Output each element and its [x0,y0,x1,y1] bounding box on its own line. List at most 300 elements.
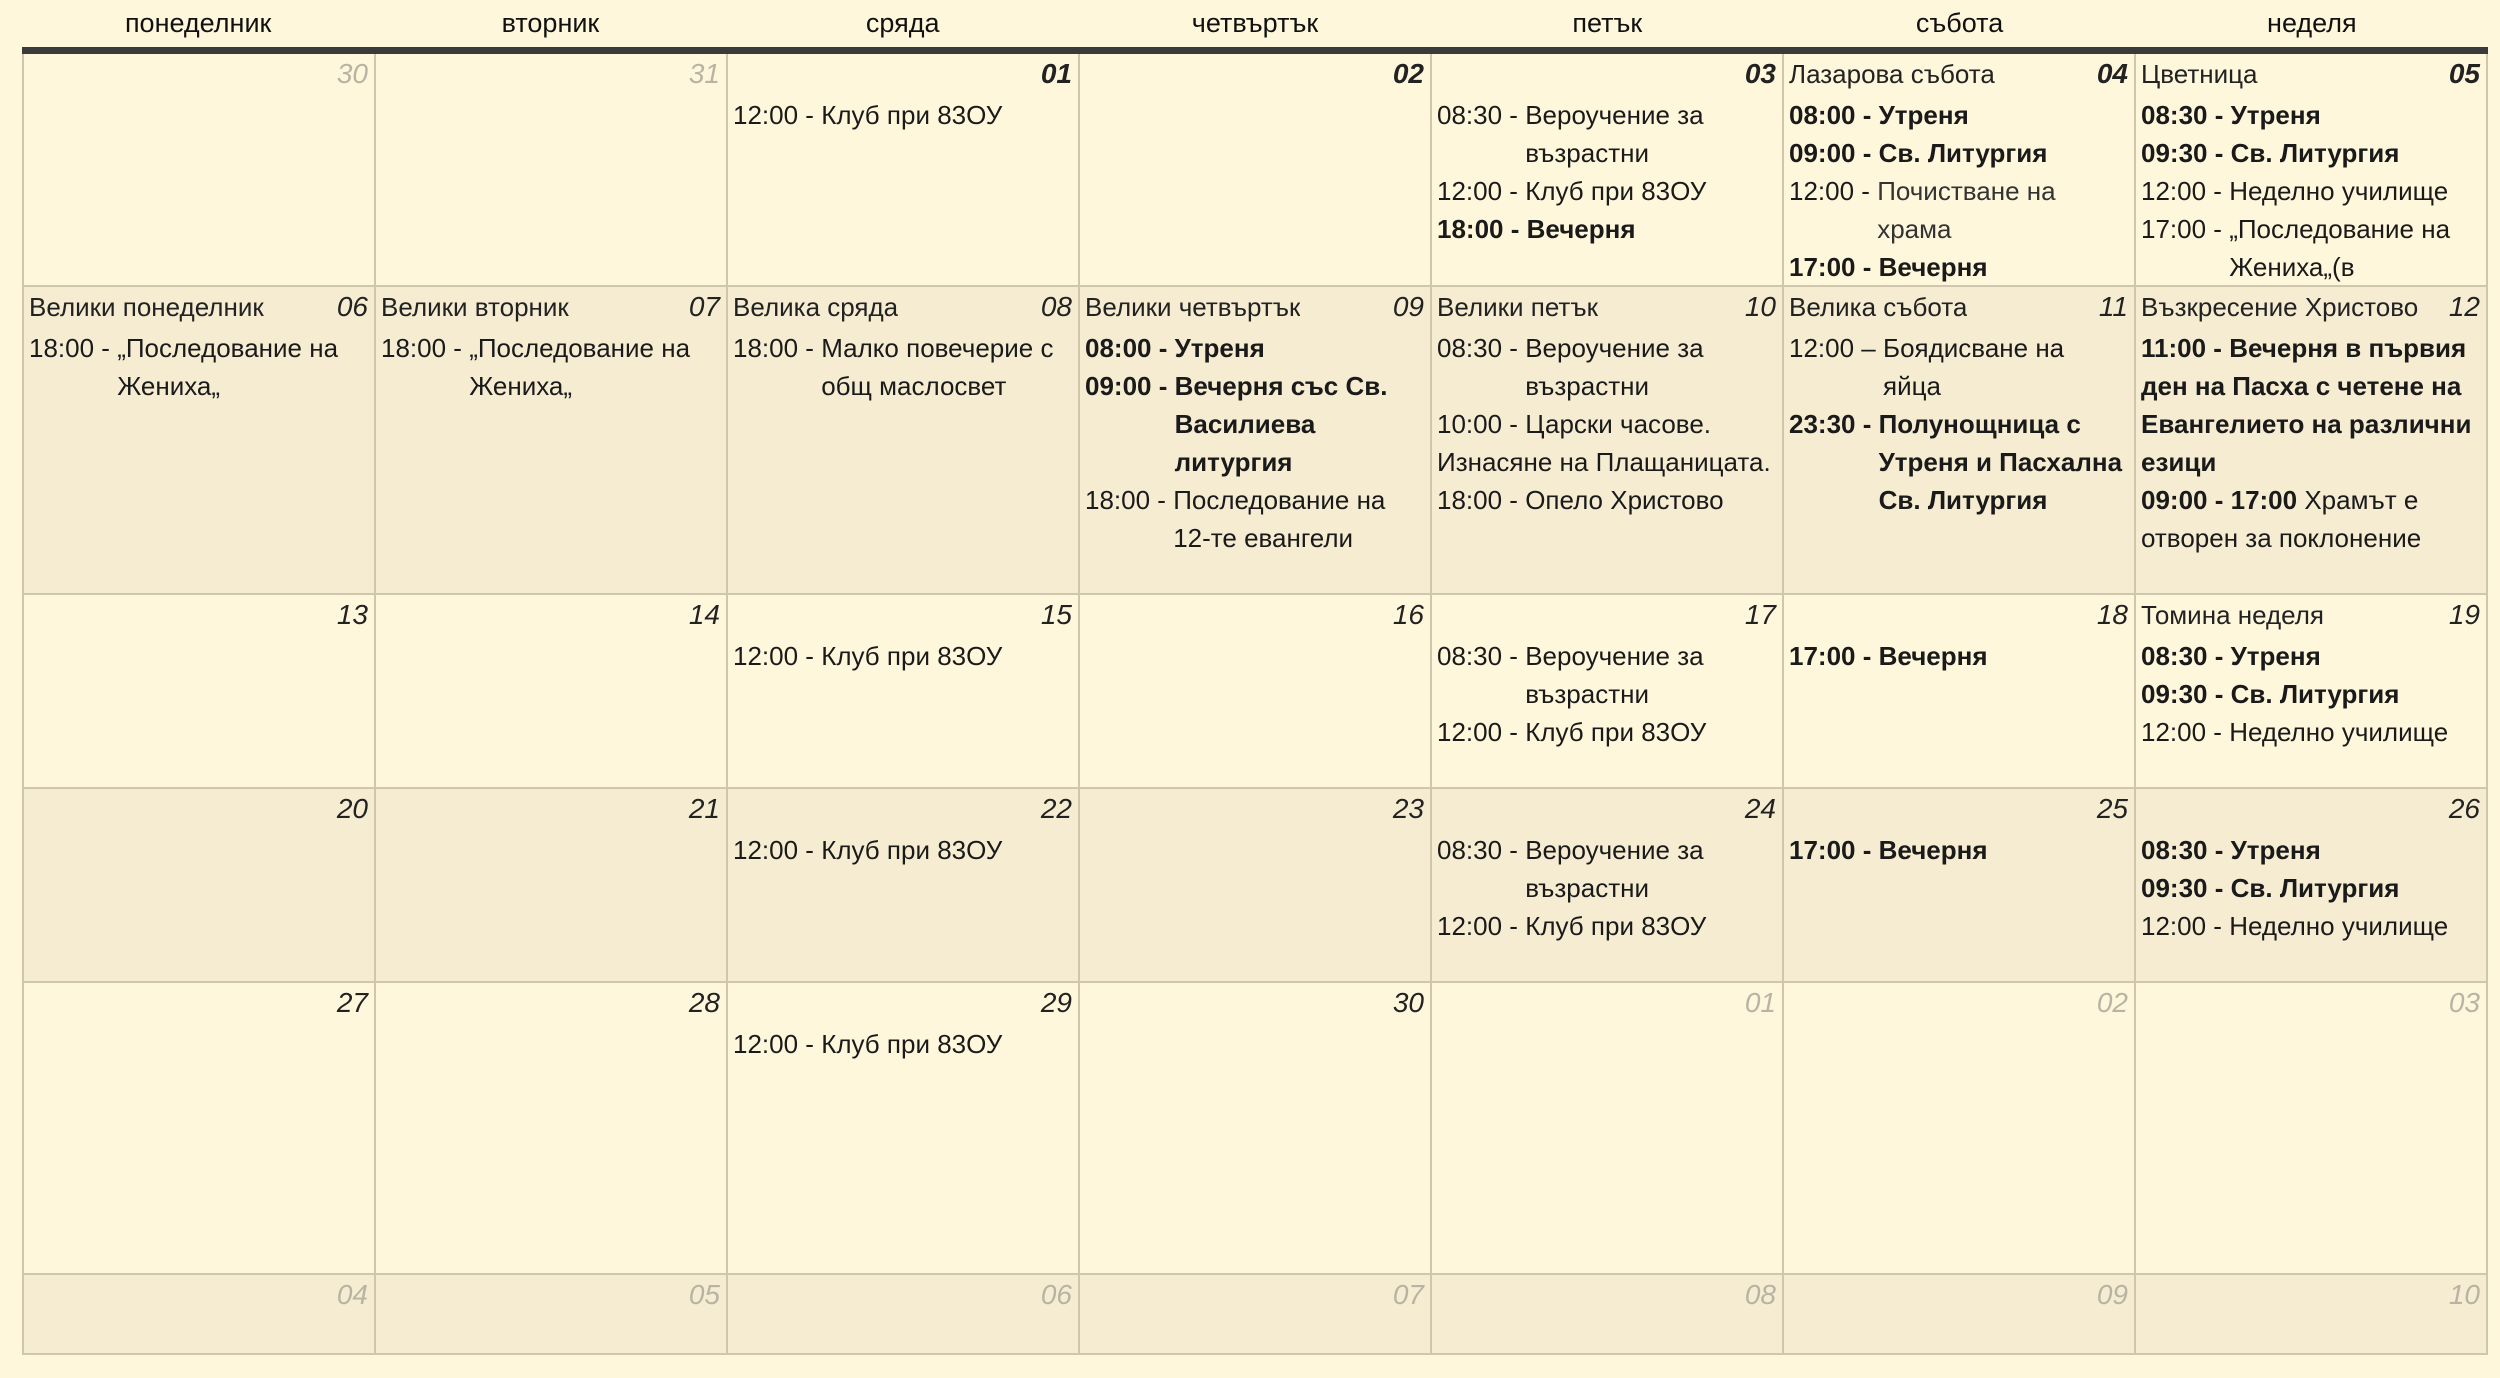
calendar-event[interactable] [2141,481,2480,557]
day-cell-header [1789,793,2128,831]
event-separator: – [1854,333,1883,363]
day-cell[interactable] [1784,287,2136,593]
event-time: 09:30 [2141,138,2208,168]
event-title: Клуб при 83ОУ [821,1029,1003,1059]
event-title: Неделно училище [2229,176,2449,206]
day-cell-header [2141,987,2480,1025]
calendar-event[interactable] [1085,329,1424,367]
day-cell-header [381,987,720,1025]
event-separator: - [2207,679,2231,709]
event-title: „Последование на Жениха„ [117,333,339,401]
event-separator: - [1502,409,1526,439]
day-cell-header [29,291,368,329]
day-cell[interactable] [728,983,1080,1273]
calendar-event[interactable] [733,329,1072,405]
day-cell[interactable] [22,287,376,593]
day-number: 11 [2098,291,2128,322]
event-separator: - [2206,176,2230,206]
day-cell[interactable] [1784,1275,2136,1353]
calendar-week-row [22,595,2488,789]
event-time: 09:00 [1789,138,1856,168]
event-title: Клуб при 83ОУ [821,641,1003,671]
day-number: 09 [1392,291,1424,322]
event-separator: - [798,641,822,671]
event-separator: - [1151,371,1175,401]
day-cell[interactable] [376,595,728,787]
holiday-label: Велики вторник [381,292,569,322]
event-time: 08:30 [1437,100,1503,130]
calendar-event[interactable] [1789,405,2128,519]
day-cell-header [1085,987,1424,1025]
event-time: 12:00 [2141,911,2207,941]
day-cell[interactable] [2136,789,2488,981]
event-separator: - [1502,100,1526,130]
day-cell-header [381,58,720,96]
holiday-label: Томина неделя [2141,600,2325,630]
event-separator: - [2207,641,2231,671]
day-cell[interactable] [1784,789,2136,981]
event-title: Вечерня със Св. Василиева литургия [1174,371,1388,477]
day-cell-header [1437,599,1776,637]
calendar-event[interactable] [2141,831,2480,869]
calendar-event[interactable] [1789,637,2128,675]
event-separator: - [798,1029,822,1059]
day-cell-header [29,58,368,96]
event-separator: - [798,333,822,363]
calendar-event[interactable] [2141,96,2480,134]
calendar-event[interactable] [733,637,1072,675]
event-title: Неделно училище [2229,911,2449,941]
day-cell[interactable] [728,789,1080,981]
day-cell[interactable] [376,789,728,981]
calendar-event[interactable] [1437,210,1776,248]
day-cell[interactable] [1080,983,1432,1273]
calendar-event[interactable] [1437,831,1776,907]
day-cell-header [2141,793,2480,831]
day-cell[interactable] [1784,983,2136,1273]
calendar-event[interactable] [733,831,1072,869]
weekday-tuesday: вторник [501,8,600,38]
event-time: 08:30 [2141,835,2208,865]
event-time: 12:00 [733,1029,799,1059]
day-number: 10 [2448,1279,2480,1310]
day-cell[interactable] [1432,287,1784,593]
event-title: Последование на 12-те евангели [1173,485,1386,553]
event-separator: - [1502,641,1526,671]
event-title: Клуб при 83ОУ [821,100,1003,130]
event-separator: - [1855,835,1879,865]
event-time: 09:30 [2141,679,2208,709]
day-number: 06 [336,291,368,322]
day-cell-header [733,291,1072,329]
calendar-week-row [22,1275,2488,1355]
event-title: Вероучение за възрастни [1525,100,1704,168]
day-cell[interactable] [1080,287,1432,593]
day-cell[interactable] [376,54,728,285]
event-separator: - [798,100,822,130]
day-number: 01 [1744,987,1776,1018]
event-separator: - [1855,138,1879,168]
holiday-label: Велика сряда [733,292,899,322]
day-cell-header [1789,599,2128,637]
event-time: 18:00 [1437,214,1504,244]
event-title: Малко повечерие с общ маслосвет [821,333,1054,401]
event-title: Утреня [1878,100,1969,130]
event-title: Св. Литургия [1878,138,2048,168]
day-number: 15 [1040,599,1072,630]
day-number: 04 [336,1279,368,1310]
event-time: 18:00 [1437,485,1503,515]
event-time: 18:00 [29,333,95,363]
event-title: Утреня [2230,100,2321,130]
event-separator: - [2207,835,2231,865]
calendar-event[interactable] [2141,210,2480,285]
calendar-event[interactable] [1789,329,2128,405]
day-number: 13 [336,599,368,630]
day-cell[interactable] [22,789,376,981]
day-cell-header [1085,1279,1424,1317]
weekday-friday: петък [1572,8,1643,38]
day-number: 07 [1392,1279,1424,1310]
event-time: 12:00 [1437,717,1503,747]
calendar-event[interactable] [381,329,720,405]
event-title: Утреня [2230,835,2321,865]
event-title: Вечерня [1878,835,1988,865]
day-cell-header [1437,1279,1776,1317]
event-time: 17:00 [1789,835,1856,865]
event-title: Утреня [1174,333,1265,363]
event-time: 08:30 [1437,333,1503,363]
weekday-saturday: събота [1915,8,2004,38]
day-cell-header [733,1279,1072,1317]
calendar-event[interactable] [2141,134,2480,172]
event-title: Вероучение за възрастни [1525,333,1704,401]
event-title: „Последование на Жениха„ [469,333,691,401]
calendar-event[interactable] [1437,637,1776,713]
day-cell-header [381,599,720,637]
weekday-wednesday: сряда [865,8,940,38]
day-cell[interactable] [728,1275,1080,1353]
event-time: 12:00 [1437,911,1503,941]
event-separator: - [2206,333,2230,363]
calendar-event[interactable] [1437,405,1776,481]
event-separator: - [1854,176,1878,206]
calendar-week-row [22,54,2488,287]
header-divider [22,47,2488,54]
day-cell[interactable] [1080,54,1432,285]
day-cell-header [2141,291,2480,329]
day-cell[interactable] [1784,54,2136,285]
day-cell[interactable] [1432,54,1784,285]
event-title: Клуб при 83ОУ [821,835,1003,865]
event-time: 12:00 [733,100,799,130]
day-cell-header [2141,1279,2480,1317]
day-cell-header [381,1279,720,1317]
calendar-event[interactable] [2141,869,2480,907]
event-title: Вечерня [1878,252,1988,282]
day-cell[interactable] [1080,595,1432,787]
event-title: Полунощница с Утреня и Пасхална Св. Литургия [1878,409,2123,515]
event-separator: - [798,835,822,865]
day-cell[interactable] [1432,1275,1784,1353]
event-separator: - [1855,100,1879,130]
day-number: 29 [1040,987,1072,1018]
event-separator: - [1502,485,1526,515]
day-cell-header [733,793,1072,831]
calendar-week-row [22,287,2488,595]
day-number: 16 [1392,599,1424,630]
day-cell-header [29,599,368,637]
calendar-event[interactable] [733,1025,1072,1063]
event-title: Вечерня [1526,214,1636,244]
event-separator: - [2206,717,2230,747]
event-separator: - [1150,485,1174,515]
calendar-event[interactable] [1789,134,2128,172]
event-title: Утреня [2230,641,2321,671]
day-number: 31 [688,58,720,89]
event-title: Св. Литургия [2230,138,2400,168]
day-cell[interactable] [728,287,1080,593]
event-separator: - [1503,214,1527,244]
day-number: 02 [1392,58,1424,89]
holiday-label: Лазарова събота [1789,59,1995,89]
day-cell[interactable] [22,54,376,285]
day-cell-header [2141,58,2480,96]
day-number: 10 [1744,291,1776,322]
day-cell-header [1789,987,2128,1025]
day-number: 24 [1744,793,1776,824]
calendar-event[interactable] [2141,713,2480,751]
event-title: Храмът е отворен за поклонение [2141,485,2422,553]
day-number: 28 [688,987,720,1018]
calendar-event[interactable] [29,329,368,405]
event-title: „Последование на Жениха„(в [2229,214,2451,282]
calendar-event[interactable] [1437,713,1776,751]
event-separator: - [2206,214,2230,244]
calendar-event[interactable] [1789,96,2128,134]
day-cell-header [733,599,1072,637]
event-time: 08:00 [1085,333,1152,363]
event-separator: - [1502,176,1526,206]
day-number: 25 [2096,793,2128,824]
event-time: 09:30 [2141,873,2208,903]
day-number: 03 [2448,987,2480,1018]
event-separator: - [2207,138,2231,168]
calendar-week-row [22,789,2488,983]
event-time: 17:00 [1789,641,1856,671]
day-cell[interactable] [1432,595,1784,787]
calendar-week-row [22,983,2488,1275]
calendar-event[interactable] [2141,637,2480,675]
event-time: 18:00 [381,333,447,363]
event-title: Клуб при 83ОУ [1525,911,1707,941]
event-time: 12:00 [1437,176,1503,206]
weekday-thursday: четвъртък [1191,8,1319,38]
day-number: 12 [2448,291,2480,322]
event-time: 09:00 - 17:00 [2141,485,2298,515]
event-time: 12:00 [2141,717,2207,747]
calendar-event[interactable] [1437,481,1776,519]
event-time: 08:30 [1437,641,1503,671]
day-cell[interactable] [376,1275,728,1353]
event-title: Вероучение за възрастни [1525,641,1704,709]
day-number: 02 [2096,987,2128,1018]
calendar-event[interactable] [1437,172,1776,210]
day-number: 03 [1744,58,1776,89]
event-title: Неделно училище [2229,717,2449,747]
day-number: 26 [2448,793,2480,824]
event-title: Царски часове. Изнасяне на Плащаницата. [1437,409,1771,477]
calendar-event[interactable] [2141,675,2480,713]
event-time: 08:30 [2141,641,2208,671]
day-cell-header [1437,291,1776,329]
day-number: 21 [688,793,720,824]
day-cell[interactable] [1432,789,1784,981]
event-separator: - [2207,100,2231,130]
day-number: 05 [2448,58,2480,89]
day-number: 08 [1744,1279,1776,1310]
day-cell-header [1437,987,1776,1025]
day-cell-header [1789,58,2128,96]
day-number: 01 [1040,58,1072,89]
weekday-sunday: неделя [2267,8,2357,38]
event-separator: - [446,333,470,363]
event-time: 12:00 [2141,176,2207,206]
event-time: 18:00 [1085,485,1151,515]
day-number: 23 [1392,793,1424,824]
day-cell-header [381,793,720,831]
day-cell-header [29,1279,368,1317]
calendar-event[interactable] [1437,96,1776,172]
event-separator: - [1502,835,1526,865]
day-cell[interactable] [2136,983,2488,1273]
calendar-event[interactable] [2141,172,2480,210]
event-title: Боядисване на яйца [1883,333,2065,401]
event-separator: - [94,333,118,363]
event-separator: - [1502,333,1526,363]
weekday-header [22,0,2488,48]
calendar-event[interactable] [1437,907,1776,945]
day-cell[interactable] [2136,1275,2488,1353]
event-separator: - [1502,911,1526,941]
day-cell-header [1085,793,1424,831]
day-cell[interactable] [22,595,376,787]
day-number: 27 [336,987,368,1018]
event-title: Вероучение за възрастни [1525,835,1704,903]
event-title: Вечерня в първия ден на Пасха с четене на Евангелието на различни езици [2141,333,2472,477]
event-separator: - [2206,911,2230,941]
event-separator: - [1151,333,1175,363]
day-number: 19 [2448,599,2480,630]
day-cell-header [1085,599,1424,637]
event-time: 08:30 [1437,835,1503,865]
day-cell-header [733,987,1072,1025]
day-number: 08 [1040,291,1072,322]
day-cell[interactable] [376,983,728,1273]
day-cell-header [1085,58,1424,96]
day-cell-header [733,58,1072,96]
day-cell[interactable] [22,1275,376,1353]
event-separator: - [1855,641,1879,671]
event-time: 10:00 [1437,409,1503,439]
day-number: 22 [1040,793,1072,824]
day-cell-header [2141,599,2480,637]
day-cell[interactable] [1784,595,2136,787]
calendar-grid [22,54,2488,1355]
event-title: Вечерня [1878,641,1988,671]
day-cell-header [381,291,720,329]
holiday-label: Велика събота [1789,292,1968,322]
event-time: 23:30 [1789,409,1856,439]
weekday-monday: понеделник [124,8,272,38]
day-cell-header [1437,58,1776,96]
calendar-event[interactable] [1789,248,2128,285]
calendar-event[interactable] [1085,367,1424,481]
event-title: Почистване на храма [1877,176,2056,244]
calendar-event[interactable] [2141,907,2480,945]
day-number: 04 [2096,58,2128,89]
day-cell[interactable] [376,287,728,593]
event-separator: - [1855,409,1879,439]
day-number: 05 [688,1279,720,1310]
event-time: 12:00 [733,835,799,865]
day-cell[interactable] [2136,287,2488,593]
event-time: 12:00 [1789,176,1855,206]
day-number: 14 [688,599,720,630]
event-time: 17:00 [2141,214,2207,244]
day-cell-header [1789,1279,2128,1317]
day-cell[interactable] [1080,789,1432,981]
event-time: 08:30 [2141,100,2208,130]
calendar-event[interactable] [1789,172,2128,248]
day-number: 06 [1040,1279,1072,1310]
day-cell[interactable] [2136,54,2488,285]
day-cell[interactable] [728,54,1080,285]
day-cell-header [29,987,368,1025]
holiday-label: Велики понеделник [29,292,264,322]
event-time: 12:00 [733,641,799,671]
event-separator: - [1855,252,1879,282]
day-number: 18 [2096,599,2128,630]
holiday-label: Възкресение Христово [2141,292,2419,322]
day-cell-header [1789,291,2128,329]
day-number: 17 [1744,599,1776,630]
calendar-event[interactable] [1085,481,1424,557]
day-cell[interactable] [22,983,376,1273]
day-number: 07 [688,291,720,322]
day-cell[interactable] [728,595,1080,787]
event-time: 08:00 [1789,100,1856,130]
day-cell[interactable] [2136,595,2488,787]
holiday-label: Велики петък [1437,292,1598,322]
event-time: 17:00 [1789,252,1856,282]
day-cell[interactable] [1080,1275,1432,1353]
event-title: Клуб при 83ОУ [1525,717,1707,747]
event-title: Опело Христово [1525,485,1724,515]
calendar-event[interactable] [1789,831,2128,869]
day-number: 30 [336,58,368,89]
event-time: 12:00 [1789,333,1855,363]
day-number: 09 [2096,1279,2128,1310]
calendar-event[interactable] [2141,329,2480,481]
day-cell-header [1437,793,1776,831]
event-title: Св. Литургия [2230,873,2400,903]
day-cell[interactable] [1432,983,1784,1273]
event-separator: - [1502,717,1526,747]
event-title: Клуб при 83ОУ [1525,176,1707,206]
calendar-event[interactable] [1437,329,1776,405]
calendar-event[interactable] [733,96,1072,134]
